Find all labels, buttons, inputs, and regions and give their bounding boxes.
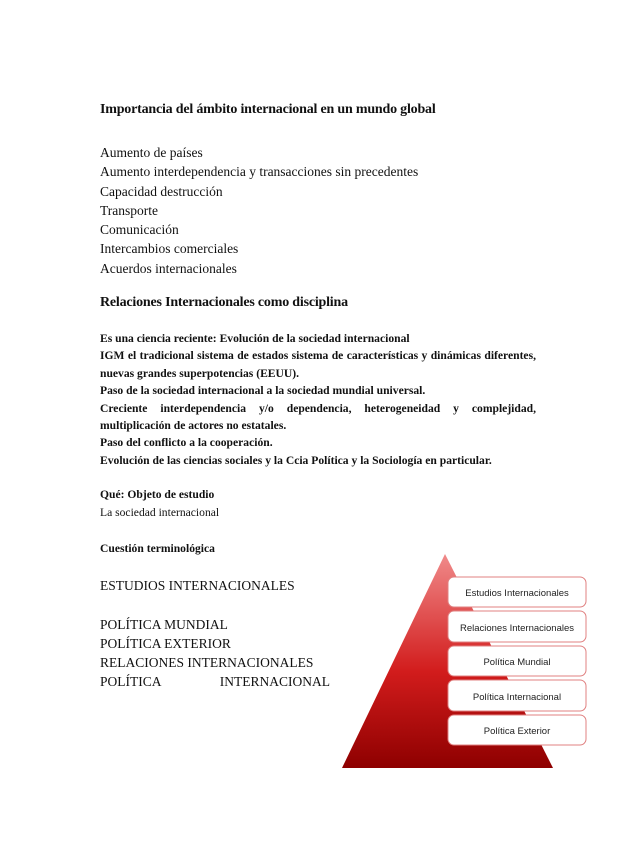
list-item: Capacidad destrucción (100, 183, 223, 199)
pyramid-level (448, 611, 586, 642)
list-item: Aumento interdependencia y transacciones sin precedentes (100, 164, 419, 180)
list-item: Acuerdos internacionales (100, 260, 237, 276)
section-heading-discipline: Relaciones Internacionales como disciplina (100, 295, 348, 310)
term-item: ESTUDIOS INTERNACIONALES (100, 578, 295, 593)
object-of-study-value: La sociedad internacional (100, 506, 220, 519)
term-item-left: POLÍTICA (100, 674, 162, 689)
pyramid-level (448, 577, 586, 607)
pyramid-level-label: Política Internacional (472, 692, 562, 703)
pyramid-level-label: Estudios Internacionales (465, 588, 569, 599)
pyramid-level (448, 680, 586, 711)
paragraph-line: Es una ciencia reciente: Evolución de la sociedad internacional (100, 332, 410, 345)
object-of-study-label: Qué: Objeto de estudio (100, 488, 215, 501)
pyramid-level (448, 646, 586, 676)
paragraph-line: Creciente interdependencia y/o dependencia, heterogeneidad y complejidad, multiplicación de actores no estatales. (100, 401, 536, 433)
paragraph-line: Paso del conflicto a la cooperación. (100, 436, 273, 450)
list-item: Comunicación (100, 222, 179, 238)
pyramid-diagram (340, 550, 590, 772)
term-item: RELACIONES INTERNACIONALES (100, 655, 314, 670)
discipline-paragraph (100, 330, 536, 469)
importance-list (100, 143, 418, 278)
paragraph-line: IGM el tradicional sistema de estados sistema de características y dinámicas diferentes, nuevas grandes superpotencias (EEUU). (100, 349, 536, 380)
pyramid-level-label: Política Exterior (483, 726, 551, 737)
pyramid-level (448, 715, 586, 745)
list-item: Intercambios comerciales (100, 241, 239, 257)
pyramid-level-label: Relaciones Internacionales (459, 623, 575, 634)
list-item: Aumento de países (100, 145, 203, 160)
terminology-heading: Cuestión terminológica (100, 542, 215, 555)
paragraph-line: Evolución de las ciencias sociales y la Ccia Política y la Sociología en particular. (100, 453, 492, 467)
term-item: POLÍTICA EXTERIOR (100, 636, 231, 651)
terminology-main (100, 576, 295, 595)
terminology-list (100, 615, 330, 691)
pyramid-level-label: Política Mundial (483, 657, 551, 668)
term-item (100, 672, 330, 691)
section-heading-importance: Importancia del ámbito internacional en un mundo global (100, 102, 436, 117)
term-item: POLÍTICA MUNDIAL (100, 617, 228, 632)
term-item-right: INTERNACIONAL (219, 674, 330, 689)
paragraph-line: Paso de la sociedad internacional a la sociedad mundial universal. (100, 384, 426, 398)
list-item: Transporte (100, 202, 159, 218)
